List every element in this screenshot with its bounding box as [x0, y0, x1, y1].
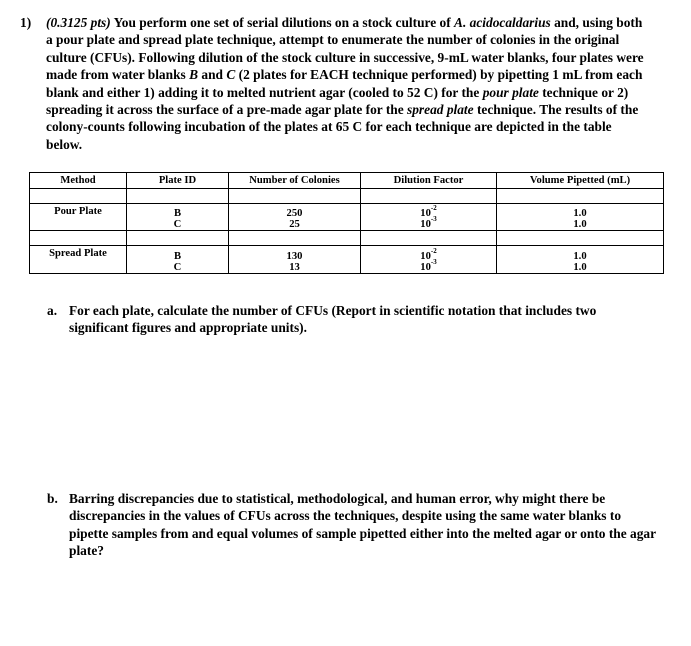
- empty-cell: [229, 189, 361, 204]
- empty-cell: [127, 189, 229, 204]
- table-spacer-row: [30, 231, 664, 246]
- plate-id: B: [173, 251, 182, 262]
- empty-cell: [497, 231, 664, 246]
- dilution-factor: [361, 258, 496, 273]
- header-dilution-factor: Dilution Factor: [361, 173, 497, 189]
- dilution-exponent: -3: [430, 258, 437, 267]
- colony-count: 250: [286, 208, 303, 219]
- question-text-part: (2 plates for EACH technique performed) by pipetting 1 mL from each blank and either 1) adding it to melted nutrient agar (cooled to 52 C) for the: [46, 67, 643, 100]
- dilution-factor: [361, 247, 496, 262]
- dilution-factor: [361, 204, 496, 219]
- plate-id-cell: [127, 204, 229, 231]
- dilution-cell: [361, 204, 497, 231]
- empty-cell: [497, 189, 664, 204]
- header-volume-pipetted: Volume Pipetted (mL): [497, 173, 664, 189]
- method-label: Spread Plate: [49, 248, 107, 259]
- blank-c-label: C: [226, 67, 236, 83]
- dilution-cell: [361, 246, 497, 274]
- volume-cell: [497, 246, 664, 274]
- table-row: [30, 246, 664, 274]
- colony-count: 25: [289, 219, 300, 230]
- table-row: [30, 204, 664, 231]
- empty-cell: [127, 231, 229, 246]
- volume-value: 1.0: [573, 219, 587, 230]
- header-method: Method: [30, 173, 127, 189]
- plate-id-cell: [127, 246, 229, 274]
- colonies-cell: [229, 204, 361, 231]
- volume-value: 1.0: [573, 262, 587, 273]
- table-header-row: [30, 173, 664, 189]
- empty-cell: [30, 189, 127, 204]
- empty-cell: [361, 189, 497, 204]
- table-spacer-row: [30, 189, 664, 204]
- header-plate-id: Plate ID: [127, 173, 229, 189]
- part-a-label: a.: [47, 303, 58, 318]
- part-a: [47, 302, 647, 337]
- dilution-base: 10: [420, 251, 431, 262]
- question-text-part: You perform one set of serial dilutions on a stock culture of: [110, 15, 455, 30]
- question-number: 1): [20, 15, 32, 30]
- question-text-part: and, using both a pour plate and spread plate technique, attempt to enumerate the number of colonies in the original culture (CFUs). Following dilution of the stock culture in successive, 9-mL water blanks, four plates were made from water blanks: [46, 15, 644, 83]
- volume-value: 1.0: [573, 208, 587, 219]
- dilution-base: 10: [420, 262, 431, 273]
- method-label: Pour Plate: [54, 206, 102, 217]
- dilution-factor: [361, 215, 496, 230]
- part-b: [47, 490, 657, 560]
- colony-count: 130: [286, 251, 303, 262]
- plate-id: C: [173, 219, 182, 230]
- question-points: (0.3125 pts): [46, 15, 111, 30]
- question-text-part: technique or 2) spreading it across the surface of a pre-made agar plate for the: [46, 84, 629, 118]
- volume-value: 1.0: [573, 251, 587, 262]
- blank-b-label: B: [189, 67, 199, 83]
- volume-cell: [497, 204, 664, 231]
- empty-cell: [30, 231, 127, 246]
- dilution-exponent: -2: [430, 204, 437, 213]
- method-cell: [30, 246, 127, 274]
- organism-name: A. acidocaldarius: [454, 15, 551, 30]
- pour-plate-term: pour plate: [482, 84, 539, 100]
- question-text: [46, 14, 650, 153]
- empty-cell: [229, 231, 361, 246]
- part-b-label: b.: [47, 491, 58, 506]
- question-text-part: and: [198, 67, 227, 83]
- question-block: [20, 14, 650, 153]
- colonies-cell: [229, 246, 361, 274]
- colony-count: 13: [289, 262, 300, 273]
- dilution-exponent: -3: [430, 215, 437, 224]
- part-a-text: For each plate, calculate the number of CFUs (Report in scientific notation that includes two significant figures and appropriate units).: [69, 303, 597, 336]
- empty-cell: [361, 231, 497, 246]
- method-cell: [30, 204, 127, 231]
- plate-id: C: [173, 262, 182, 273]
- part-b-text: Barring discrepancies due to statistical, methodological, and human error, why might there be discrepancies in the values of CFUs across the techniques, despite using the same water blanks to pipette samples from and equal volumes of sample pipetted either into the melted agar or onto the agar plate?: [69, 491, 656, 559]
- dilution-exponent: -2: [430, 247, 437, 256]
- dilution-base: 10: [420, 219, 431, 230]
- spread-plate-term: spread plate: [407, 102, 474, 118]
- plate-id: B: [173, 208, 182, 219]
- dilution-base: 10: [420, 208, 431, 219]
- results-table: [29, 172, 664, 274]
- question-text-part: technique. The results of the colony-counts following incubation of the plates at 65 C for each technique are depicted in the table below.: [46, 102, 639, 152]
- header-number-of-colonies: Number of Colonies: [229, 173, 361, 189]
